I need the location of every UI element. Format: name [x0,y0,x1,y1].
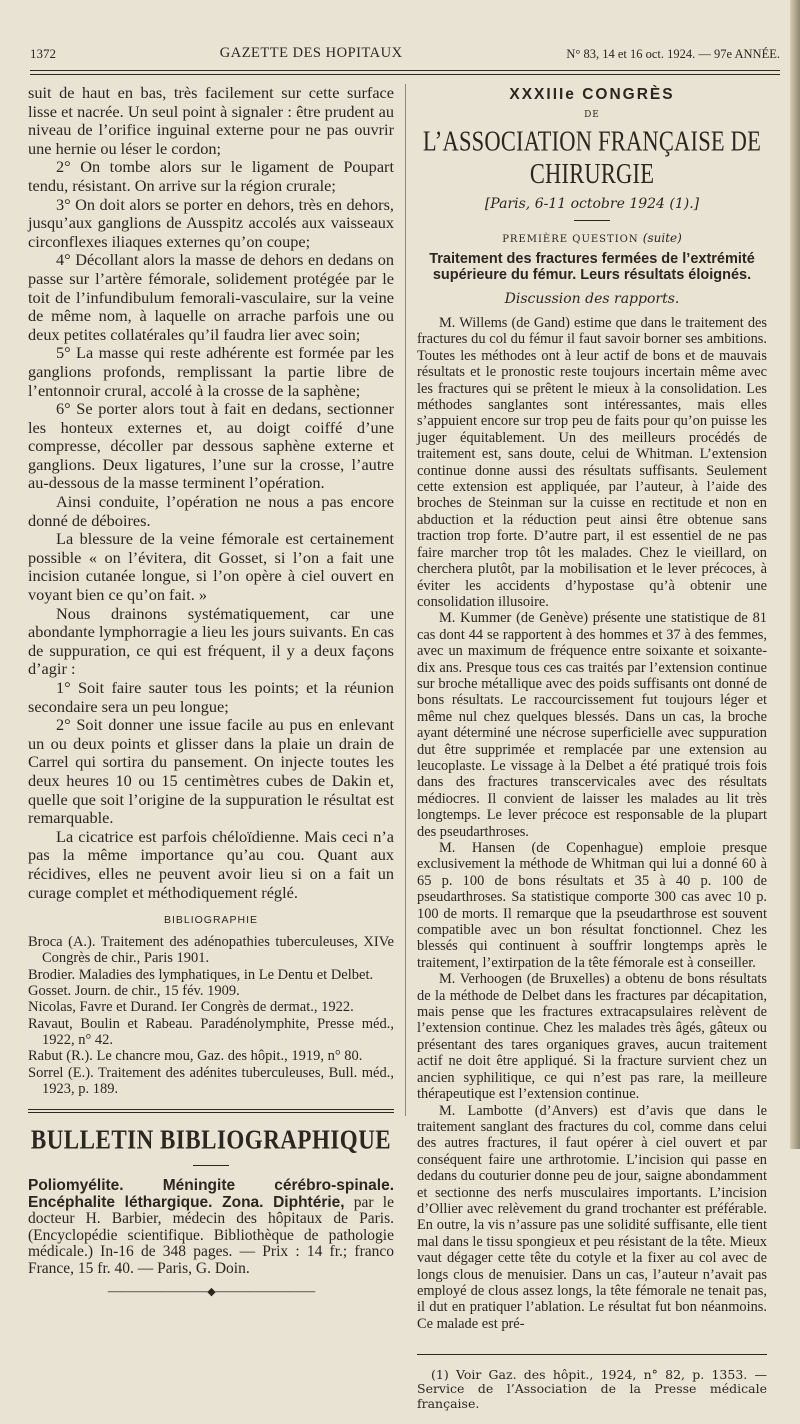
column-divider [405,84,406,1116]
section-divider [28,1109,394,1113]
page-number: 1372 [30,46,56,61]
question-title: Traitement des fractures fermées de l’extrémité supérieure du fémur. Leurs résultats éloignés. [429,251,755,283]
bibliography-entry: Nicolas, Favre et Durand. Ier Congrès de dermat., 1922. [28,999,354,1016]
bibliography-entry: Brodier. Maladies des lymphatiques, in Le Dentu et Delbet. [28,966,374,983]
question-suite: (suite) [642,231,682,245]
bibliography-entry: Broca (A.). Traitement des adénopathies tuberculeuses, XIVe Congrès de chir., Paris 1901. [28,934,394,967]
paragraph: M. Lambotte (d’Anvers) est d’avis que dans le traitement sanglant des fractures du col, comme dans celui des autres fractures, il faut opérer à ciel ouvert et par conséquent faire une arthrotomie. L’incision qui passe en dedans du couturier donne peu de jour, saigne abondamment et sectionne des nerfs musculaires importants. L’incision d’Ollier avec relèvement du grand trochanter est préférable. En outre, la vis n’assure pas une solidité suffisante, elle tient mal dans le tissu spongieux et peu résistant de la tête. Mieux vaut dégager cette tête du cotyle et la fixer au col avec de longs clous de menuisier. Dans un cas, l’auteur n’avait pas employé de clous assez longs, la tête fémorale ne tenait pas, il dut en pratiquer l’ablation. Le résultat fut bon néanmoins. Ce malade est pré- [417,1102,767,1332]
paragraph: 5° La masse qui reste adhérente est formée par les ganglions profonds, remplissant la partie libre de l’entonnoir crural, accolé à la crosse de la saphène; [28,343,394,400]
bulletin-entry [28,1178,394,1277]
left-column [28,84,394,1298]
bibliography-heading: BIBLIOGRAPHIE [163,914,259,927]
bibliography-entry: Ravaut, Boulin et Rabeau. Paradénolymphite, Presse méd., 1922, n° 42. [28,1015,394,1048]
paragraph: M. Verhoogen (de Bruxelles) a obtenu de bons résultats de la méthode de Delbet dans les fractures par décapitation, mais pense que les fractures extracapsulaires relèvent de l’extension continue. Chez les malades très âgés, gâteux ou présentant des tares organiques graves, aucun traitement actif ne doit être appliqué. Si la fracture survient chez un ancien syphilitique, ce qui n’est pas rare, la meilleure thérapeutique est l’extension continue. [417,971,767,1103]
paragraph: 2° On tombe alors sur le ligament de Poupart tendu, résistant. On arrive sur la région crurale; [28,157,394,195]
bulletin-entry-text: par le docteur H. Barbier, médecin des hôpitaux de Paris. (Encyclopédie scientifique. Bibliothèque de pathologie médicale.) In-16 de 348 pages. — Prix : 14 fr.; franco France, 15 fr. 40. — Paris, G. Doin. [28,1193,394,1277]
association-heading: L’ASSOCIATION FRANÇAISE DE CHIRURGIE [422,125,762,190]
congress-dates: [Paris, 6-11 octobre 1924 (1).] [484,196,700,212]
question-label-text: PREMIÈRE QUESTION [502,234,639,245]
bulletin-entry-title: Poliomyélite. Méningite cérébro-spinale. Encéphalite léthargique. Zona. Diphtérie, [28,1177,394,1211]
paragraph: M. Kummer (de Genève) présente une statistique de 81 cas dont 44 se rapportent à des hommes et 37 à des femmes, avec un maximum de fréquence entre soixante et soixante-dix ans. Presque tous ces cas traités par l’extension continue sur broche métallique avec des poids suffisants ont donné de bons résultats. Le raccourcissement fut toujours léger et même nul chez quelques blessés. Dans un cas, la broche ayant déterminé une nécrose superficielle avec suppuration dut être supprimée et remplacée par une extension au leucoplaste. Le vissage à la Delbet a été pratiqué trois fois dans des fractures transcervicales avec des résultats médiocres. Il convient de laisser les malades au lit très longtemps. Le lever précoce est responsable de la plupart des pseudarthroses. [417,610,767,840]
heading-de: DE [584,110,600,120]
journal-title: GAZETTE DES HOPITAUX [219,45,403,61]
paragraph: Ainsi conduite, l’opération ne nous a pas encore donné de déboires. [28,492,394,530]
congress-heading: XXXIIIe CONGRÈS [509,86,675,103]
discussion-subtitle: Discussion des rapports. [504,291,680,307]
page-edge-shadow [790,0,800,1149]
header-rule-top [30,70,780,71]
short-rule [193,1165,229,1166]
paragraph: Nous drainons systématiquement, car une abondante lymphorragie a lieu les jours suivants. En cas de suppuration, ce qui est fréquent, il y a deux façons d’agir : [28,603,394,679]
paragraph: M. Willems (de Gand) estime que dans le traitement des fractures du col du fémur il faut savoir borner ses ambitions. Toutes les méthodes ont à leur actif de bons et de mauvais résultats et le pronostic reste toujours incertain même avec les fractures qui se prêtent le mieux à la consolidation. Les méthodes sanglantes sont intéressantes, mais elles s’appuient encore sur trop peu de faits pour qu’on puisse les juger équitablement. Un des meilleurs procédés de traitement est, sans doute, celui de Whitman. L’extension continue donne aussi des résultats suffisants. Seulement cette extension est appliquée, par l’auteur, à l’aide des broches de Steinman sur la cuisse en rectitude et non en abduction et la réduction peut ainsi être obtenue sans traction trop forte. D’autre part, il est essentiel de ne pas faire marcher trop tôt les malades. Chez le vieillard, on cherchera plutôt, par la mobilisation et le lever précoces, à éviter les accidents d’hypostase qu’à obtenir une consolidation illusoire. [417,315,767,610]
right-column [417,84,767,1424]
header-rule-bottom [30,74,780,75]
issue-date: N° 83, 14 et 16 oct. 1924. — 97e ANNÉE. [566,47,780,61]
paragraph: 3° On doit alors se porter en dehors, très en dehors, jusqu’aux ganglions de Ausspitz accolés aux vaisseaux circonflexes iliaques externes qu’on coupe; [28,194,394,251]
bibliography-entry: Sorrel (E.). Traitement des adénites tuberculeuses, Bull. méd., 1923, p. 189. [28,1064,394,1097]
paragraph: La cicatrice est parfois chéloïdienne. Mais ceci n’a pas la même importance qu’au cou. Quant aux récidives, elles ne peuvent avoir lieu si on a fait un curage complet et méthodiquement réglé. [28,826,394,902]
paragraph: M. Hansen (de Copenhague) emploie presque exclusivement la méthode de Whitman qui lui a donné 60 à 65 p. 100 de bons résultats et 35 à 40 p. 100 de pseudarthroses. Sa statistique comporte 300 cas avec 10 p. 100 de morts. Il remarque que la pseudarthrose est souvent compatible avec un bon résultat fonctionnel. Chez les blessés qui continuent à souffrir longtemps après le traitement, l’extirpation de la tête fémorale est à conseiller. [417,840,767,971]
question-label [417,231,767,245]
bulletin-heading: BULLETIN BIBLIOGRAPHIQUE [30,1124,392,1155]
short-rule [574,220,610,221]
footnote: (1) Voir Gaz. des hôpit., 1924, n° 82, p. 1353. — Service de l’Association de la Presse médicale française. [417,1366,767,1411]
paragraph: 2° Soit donner une issue facile au pus en enlevant un ou deux points et glisser dans la plaie un drain de Carrel qui sortira du pansement. On injecte toutes les deux heures 10 ou 15 centimètres cubes de Dakin et, quelle que soit l’origine de la suppuration le résultat est remarquable. [28,715,394,828]
bibliography-entry: Rabut (R.). Le chancre mou, Gaz. des hôpit., 1919, n° 80. [28,1048,363,1065]
paragraph: 6° Se porter alors tout à fait en dedans, sectionner les honteux externes et, au doigt coiffé d’une compresse, décoller par dessous saphène externe et ganglions. Deux ligatures, l’une sur la crosse, l’autre au-dessous de la masse terminent l’opération. [28,399,394,493]
end-ornament: ——————————◆—————————— [107,1285,315,1299]
paragraph: La blessure de la veine fémorale est certainement possible « on l’évitera, dit Gosset, si l’on a fait une incision cutanée longue, si l’on opère à ciel ouvert en voyant bien ce qu’on fait. » [28,529,394,605]
paragraph: 1° Soit faire sauter tous les points; et la réunion secondaire sera un peu longue; [28,678,394,716]
paragraph: suit de haut en bas, très facilement sur cette surface lisse et nacrée. Un seul point à signaler : être prudent au niveau de l’orifice inguinal externe pour ne pas ouvrir une hernie ou léser le cordon; [28,83,394,158]
paragraph: 4° Décollant alors la masse de dehors en dedans on passe sur l’artère fémorale, solidement protégée par le toit de l’infundibulum femorali-vasculaire, sur la veine de même nom, à laquelle on arrache parfois une ou deux petites collatérales qu’il faudra lier avec soin; [28,250,394,344]
running-header [30,40,780,62]
footnote-rule [417,1354,767,1355]
bibliography-entry: Gosset. Journ. de chir., 15 fév. 1909. [28,983,240,1000]
